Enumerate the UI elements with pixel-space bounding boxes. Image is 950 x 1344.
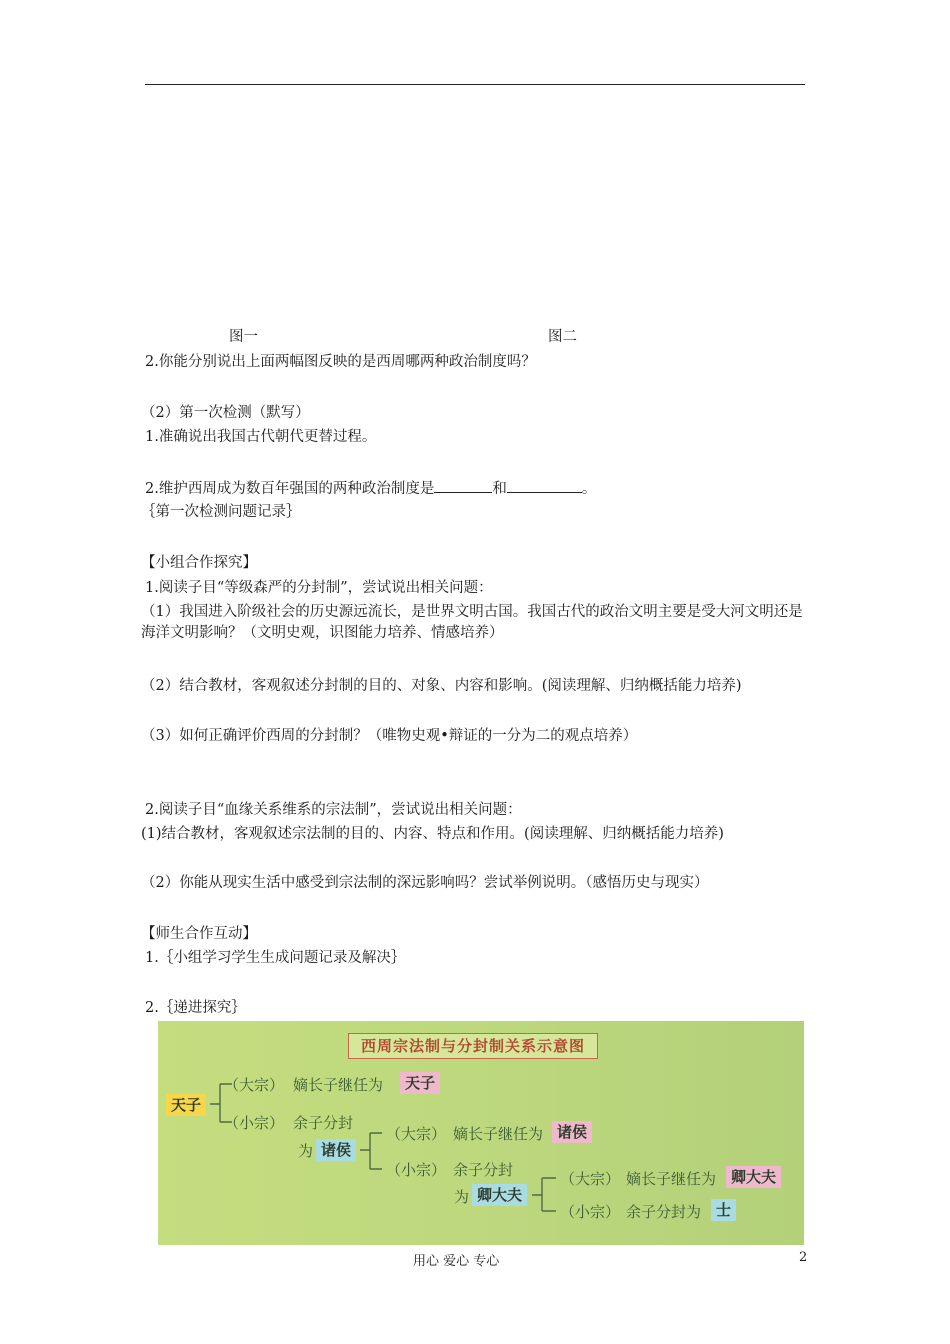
label-da-2: （大宗） bbox=[386, 1125, 447, 1143]
label-xiao-2: （小宗） bbox=[386, 1161, 447, 1179]
group-item-1-2: （2）结合教材，客观叙述分封制的目的、对象、内容和影响。(阅读理解、归纳概括能力培养) bbox=[141, 678, 742, 694]
group-item-1-3: （3）如何正确评价西周的分封制？（唯物史观•辩证的一分为二的观点培养） bbox=[141, 728, 638, 744]
node-tianzi: 天子 bbox=[400, 1072, 440, 1094]
answer-blank-2[interactable] bbox=[507, 478, 582, 493]
page-number: 2 bbox=[799, 1250, 808, 1265]
group-item-2-1: (1)结合教材，客观叙述宗法制的目的、内容、特点和作用。(阅读理解、归纳概括能力培养) bbox=[141, 826, 724, 842]
check-item-1: 1.准确说出我国古代朝代更替过程。 bbox=[145, 429, 377, 445]
answer-blank-1[interactable] bbox=[434, 478, 492, 493]
teacher-heading: 【师生合作互动】 bbox=[141, 926, 257, 942]
label-fenfeng-1: 余子分封 bbox=[293, 1114, 354, 1132]
label-inherit-2: 嫡长子继任为 bbox=[453, 1125, 544, 1143]
label-xiao-3: （小宗） bbox=[560, 1203, 621, 1221]
header-rule bbox=[145, 84, 805, 85]
label-wei-1: 为 bbox=[298, 1142, 314, 1160]
label-xiao-1: （小宗） bbox=[224, 1114, 285, 1132]
group-item-1-1: （1）我国进入阶级社会的历史源远流长，是世界文明古国。我国古代的政治文明主要是受大河文明还是海洋文明影响？（文明史观，识图能力培养、情感培养） bbox=[141, 604, 803, 641]
check-item-2-and: 和 bbox=[492, 481, 507, 497]
node-tianzi-root: 天子 bbox=[166, 1094, 206, 1116]
group-item-1: 1.阅读子目“等级森严的分封制”，尝试说出相关问题： bbox=[145, 580, 493, 596]
group-item-2: 2.阅读子目“血缘关系维系的宗法制”，尝试说出相关问题： bbox=[145, 802, 522, 818]
figure-label-2: 图二 bbox=[548, 329, 577, 345]
footer-motto: 用心 爱心 专心 bbox=[413, 1254, 500, 1269]
question-2: 2.你能分别说出上面两幅图反映的是西周哪两种政治制度吗？ bbox=[145, 354, 536, 370]
node-qingdafu: 卿大夫 bbox=[472, 1184, 527, 1206]
node-zhuhou-heir: 诸侯 bbox=[552, 1121, 592, 1143]
node-zhuhou: 诸侯 bbox=[316, 1139, 356, 1161]
label-da-1: （大宗） bbox=[224, 1076, 285, 1094]
check-item-2-text: 2.维护西周成为数百年强国的两种政治制度是 bbox=[145, 481, 435, 497]
teacher-item-2: 2.｛递进探究｝ bbox=[145, 1000, 246, 1016]
check-item-2 bbox=[145, 478, 596, 499]
group-heading: 【小组合作探究】 bbox=[141, 555, 257, 571]
label-fenfeng-3: 余子分封为 bbox=[626, 1203, 702, 1221]
node-qingdafu-heir: 卿大夫 bbox=[726, 1166, 781, 1188]
label-da-3: （大宗） bbox=[560, 1170, 621, 1188]
label-fenfeng-2: 余子分封 bbox=[453, 1161, 514, 1179]
group-item-2-2: （2）你能从现实生活中感受到宗法制的深远影响吗？尝试举例说明。（感悟历史与现实） bbox=[141, 875, 709, 891]
label-inherit-3: 嫡长子继任为 bbox=[626, 1170, 717, 1188]
diagram-title: 西周宗法制与分封制关系示意图 bbox=[348, 1033, 598, 1059]
teacher-item-1: 1.｛小组学习学生生成问题记录及解决｝ bbox=[145, 950, 406, 966]
connector-qingdafu bbox=[532, 1178, 556, 1211]
figure-label-1: 图一 bbox=[229, 329, 258, 345]
check-heading: （2）第一次检测（默写） bbox=[141, 405, 310, 421]
check-item-2-end: 。 bbox=[581, 481, 597, 497]
connector-zhuhou bbox=[360, 1133, 382, 1169]
check-record: ｛第一次检测问题记录｝ bbox=[141, 504, 301, 520]
label-wei-2: 为 bbox=[454, 1188, 470, 1206]
label-inherit-1: 嫡长子继任为 bbox=[293, 1076, 384, 1094]
lineage-diagram bbox=[158, 1021, 804, 1245]
node-shi: 士 bbox=[711, 1199, 736, 1221]
